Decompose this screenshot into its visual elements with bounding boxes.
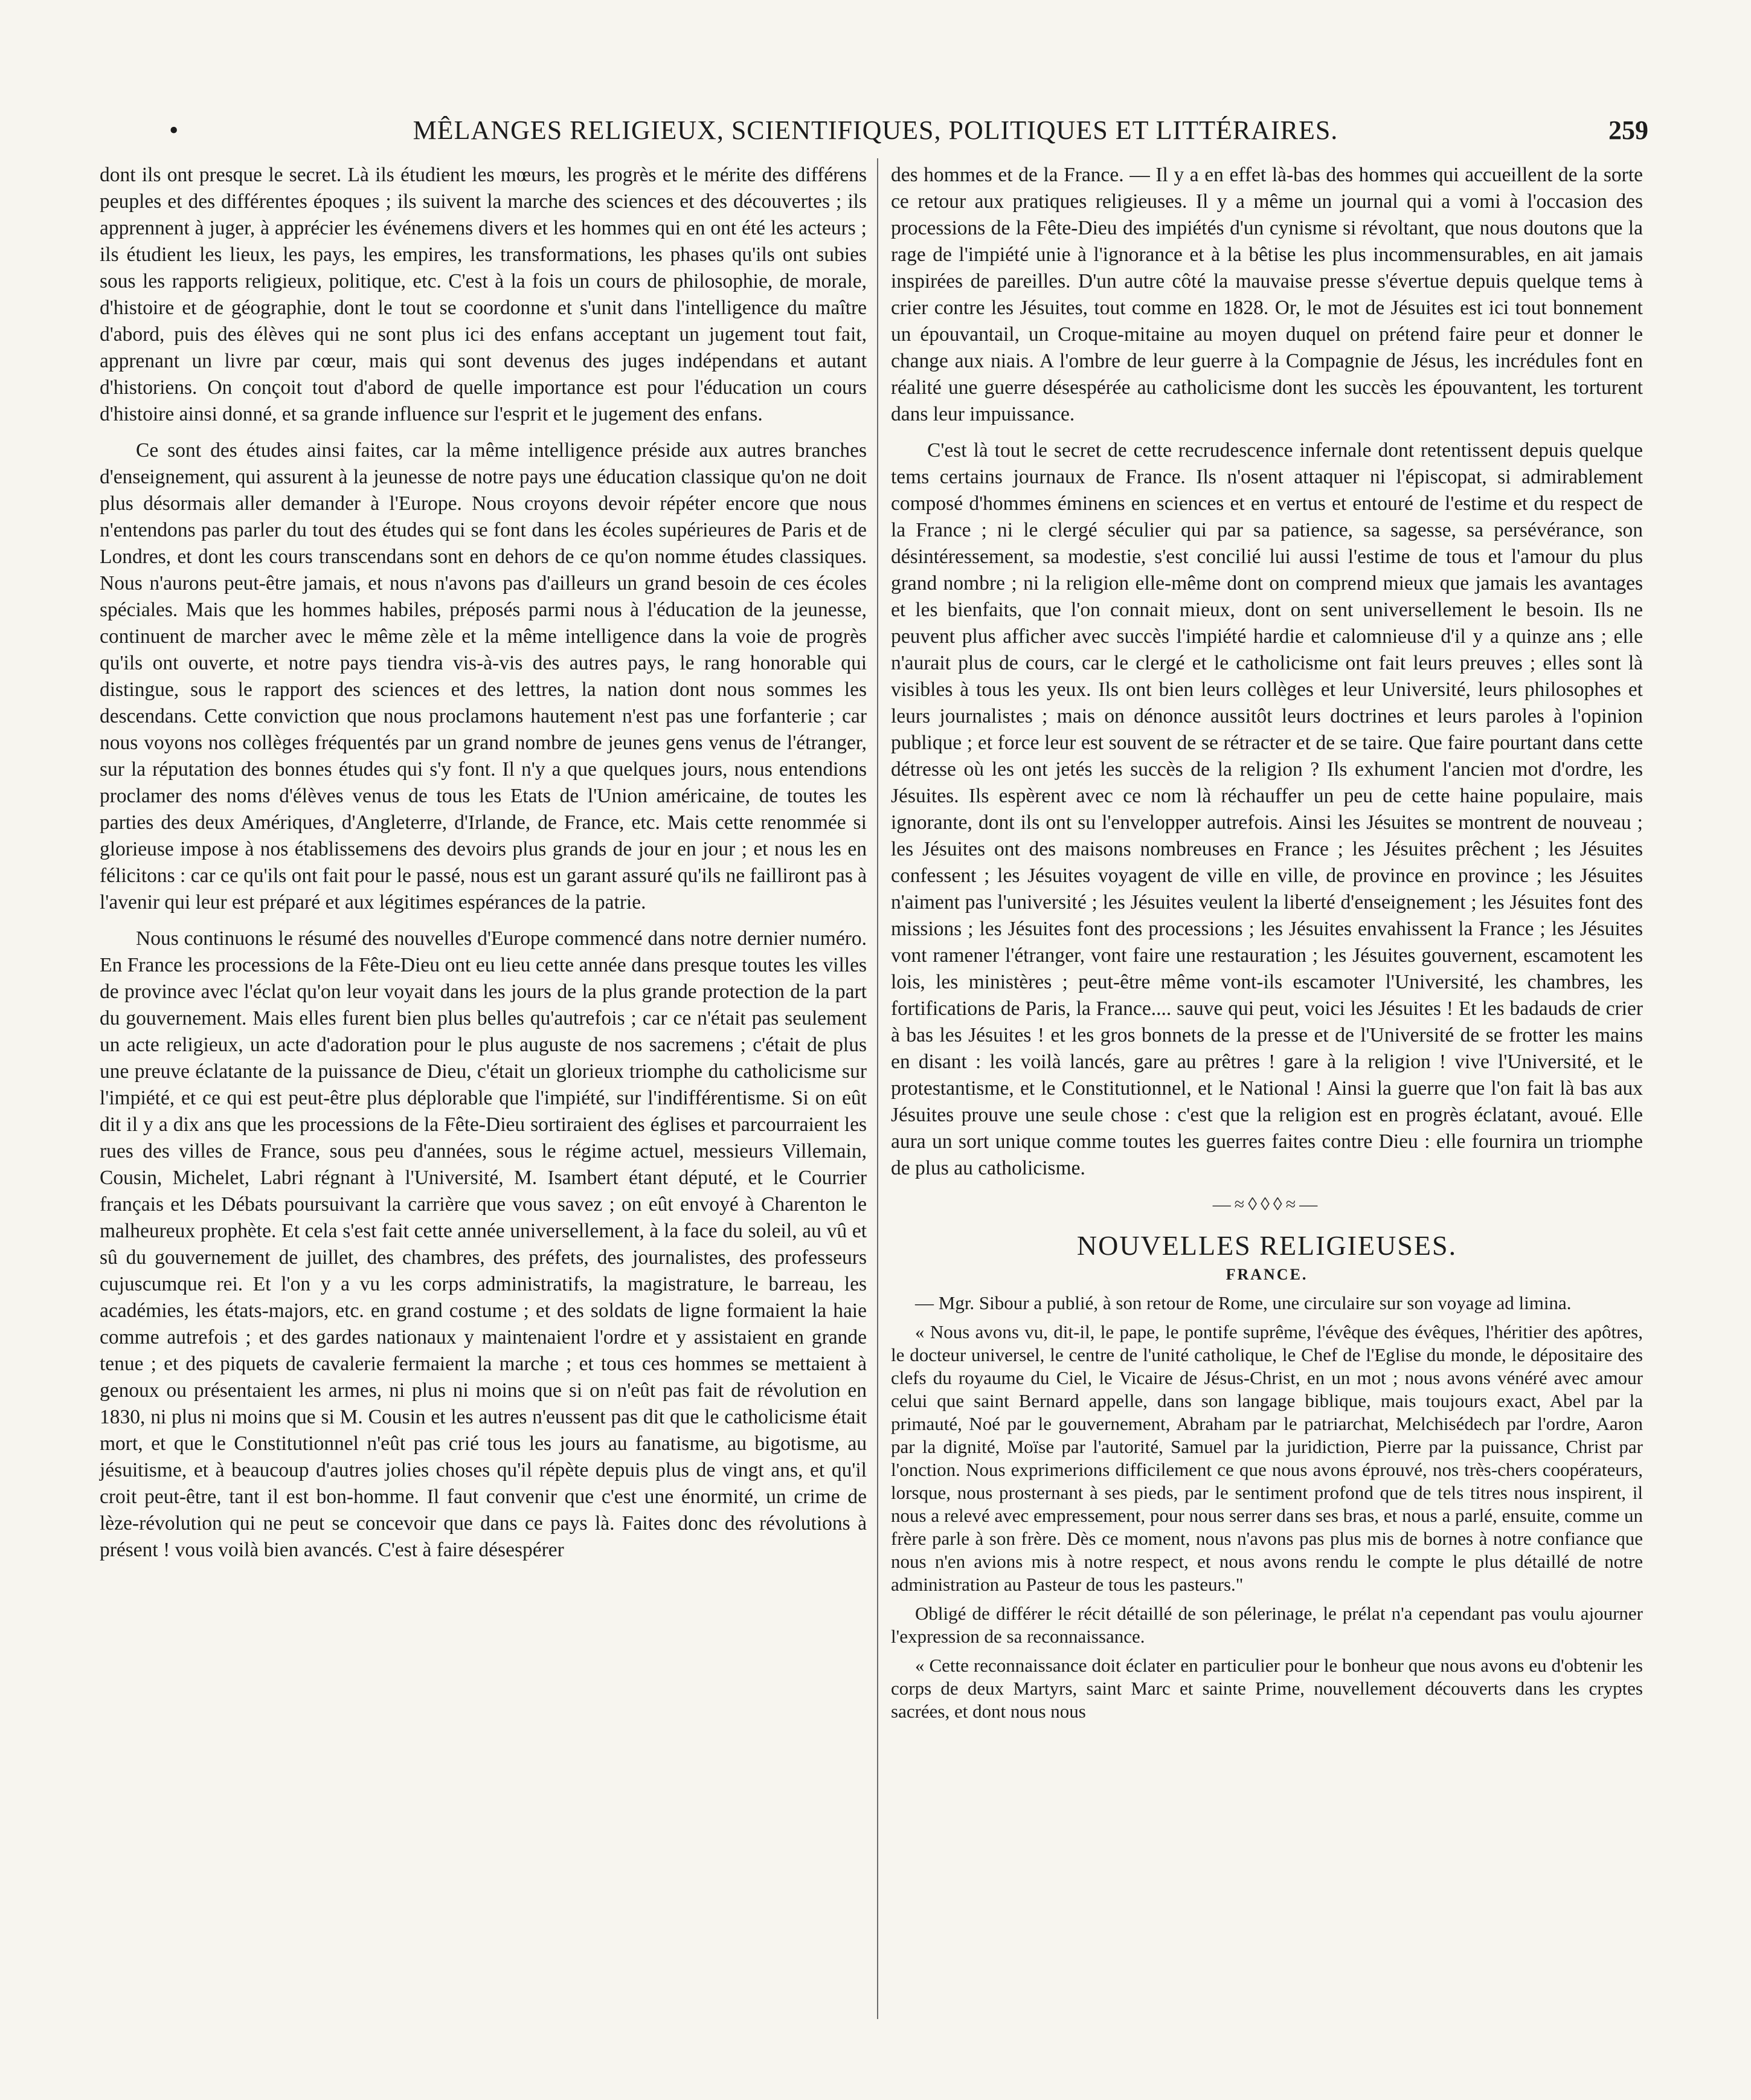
running-title: MÊLANGES RELIGIEUX, SCIENTIFIQUES, POLITIQUES ET LITTÉRAIRES.: [413, 115, 1338, 145]
right-column: [891, 162, 1643, 1729]
column-rule: [877, 158, 878, 2019]
paragraph: Nous continuons le résumé des nouvelles d'Europe commencé dans notre dernier numéro. En France les processions de la Fête-Dieu ont eu lieu cette année dans presque toutes les villes de province avec l'éclat qu'on leur voyait dans les jours de la plus grande protection de la part du gouvernement. Mais elles furent bien plus belles qu'autrefois ; car ce n'était pas seulement un acte religieux, un acte d'adoration pour le plus auguste de nos sacremens ; c'était de plus une preuve éclatante de la puissance de Dieu, c'était un glorieux triomphe du catholicisme sur l'impiété, et ce qui est peut-être plus déplorable que l'impiété, sur l'indifférentisme. Si on eût dit il y a dix ans que les processions de la Fête-Dieu sortiraient des églises et parcourraient les rues des villes de France, sous peu d'années, sous le régime actuel, messieurs Villemain, Cousin, Michelet, Labri régnant à l'Université, M. Isambert étant député, et le Courrier français et les Débats poursuivant la carrière que vous savez ; on eût envoyé à Charenton le malheureux prophète. Et cela s'est fait cette année universellement, à la face du soleil, au vû et sû du gouvernement de juillet, des chambres, des préfets, des journalistes, des professeurs cujuscumque rei. Et l'on y a vu les corps administratifs, la magistrature, le barreau, les académies, les états-majors, etc. en grand costume ; et des soldats de ligne formaient la haie comme autrefois ; et des gardes nationaux y maintenaient l'ordre et y assistaient en grande tenue ; et des piquets de cavalerie fermaient la marche ; et tous ces hommes se mettaient à genoux ou présentaient les armes, ni plus ni moins que si on n'eût pas fait de révolution en 1830, ni plus ni moins que si M. Cousin et les autres n'eussent pas dit que le catholicisme était mort, et que le Constitutionnel n'eût pas crié tous les jours au fanatisme, au bigotisme, au jésuitisme, et à beaucoup d'autres jolies choses qu'il répète depuis plus de vingt ans, et qu'il croit peut-être, tant il est bon-homme. Il faut convenir que c'est une énormité, un crime de lèze-révolution qui ne peut se concevoir que dans ce pays là. Faites donc des révolutions à présent ! vous voilà bien avancés. C'est à faire désespérer: [100, 927, 867, 1561]
paragraph: des hommes et de la France. — Il y a en effet là-bas des hommes qui accueillent de la sorte ce retour aux pratiques religieuses. Il y a même un journal qui a vomi à l'occasion des processions de la Fête-Dieu des impiétés d'un cynisme si révoltant, que nous doutons que la rage de l'impiété unie à l'ignorance et à la bêtise les plus incommensurables, en ait jamais inspirées de pareilles. D'un autre côté la mauvaise presse s'évertue depuis quelque tems à crier contre les Jésuites, tout comme en 1828. Or, le mot de Jésuites est ici tout bonnement un épouvantail, un Croque-mitaine au moyen duquel on prétend faire peur et donner le change aux niais. A l'ombre de leur guerre à la Compagnie de Jésus, les incrédules font en réalité une guerre désespérée au catholicisme dont les succès les épouvantent, les torturent dans leur impuissance.: [891, 164, 1643, 425]
paragraph: — Mgr. Sibour a publié, à son retour de Rome, une circulaire sur son voyage ad limina.: [915, 1292, 1572, 1313]
paragraph: Ce sont des études ainsi faites, car la même intelligence préside aux autres branches d'enseignement, qui assurent à la jeunesse de notre pays une éducation classique qu'on ne doit plus désormais aller demander à l'Europe. Nous croyons devoir répéter encore que nous n'entendons pas parler du tout des études qui se font dans les écoles supérieures de Paris et de Londres, et dont les cours transcendans sont en dehors de ce qu'on nomme études classiques. Nous n'aurons peut-être jamais, et nous n'avons pas d'ailleurs un grand besoin de ces écoles spéciales. Mais que les hommes habiles, préposés parmi nous à l'éducation de la jeunesse, continuent de marcher avec le même zèle et la même intelligence dans la voie de progrès qu'ils ont ouverte, et notre pays tiendra vis-à-vis des autres pays, le rang honorable qui distingue, sous le rapport des sciences et des lettres, la nation dont nous sommes les descendans. Cette conviction que nous proclamons hautement n'est pas une forfanterie ; car nous voyons nos collèges fréquentés par un grand nombre de jeunes gens venus de l'étranger, sur la réputation des bonnes études qui s'y font. Il n'y a que quelques jours, nous entendions proclamer des noms d'élèves venus de tous les Etats de l'Union américaine, de toutes les parties des deux Amériques, d'Angleterre, d'Irlande, de France, etc. Mais cette renommée si glorieuse impose à nos établissemens des devoirs plus grands de jour en jour ; et nous les en félicitons : car ce qu'ils ont fait pour le passé, nous est un garant assuré qu'ils ne failliront pas à l'avenir qui leur est préparé et aux légitimes espérances de la patrie.: [100, 439, 867, 913]
section-title: NOUVELLES RELIGIEUSES.: [1076, 1230, 1457, 1261]
paragraph: Obligé de différer le récit détaillé de son pélerinage, le prélat n'a cependant pas voulu ajourner l'expression de sa reconnaissance.: [891, 1603, 1643, 1647]
paragraph: « Nous avons vu, dit-il, le pape, le pontife suprême, l'évêque des évêques, l'héritier des apôtres, le docteur universel, le centre de l'unité catholique, le Chef de l'Eglise du monde, le dépositaire des clefs du royaume du Ciel, le Vicaire de Jésus-Christ, en un mot ; nous avons vénéré avec amour celui que saint Bernard appelle, dans son langage biblique, mais toujours exact, Abel par la primauté, Noé par le gouvernement, Abraham par le patriarchat, Melchisédech par l'ordre, Aaron par la dignité, Moïse par l'autorité, Samuel par la juridiction, Pierre par la puissance, Christ par l'onction. Nous exprimerions difficilement ce que nous avons éprouvé, nos très-chers coopérateurs, lorsque, nous prosternant à ses pieds, par le sentiment profond que de tels titres nous inspirent, il nous a relevé avec empressement, pour nous serrer dans ses bras, et nous a parlé, ensuite, comme un frère parle à son frère. Dès ce moment, nous n'avons pas plus mis de bornes à notre confiance que nous n'en avions mis à notre respect, et nous avons rendu le compte le plus détaillé de notre administration au Pasteur de tous les pasteurs.": [891, 1321, 1643, 1595]
paragraph: C'est là tout le secret de cette recrudescence infernale dont retentissent depuis quelque tems certains journaux de France. Ils n'osent attaquer ni l'épiscopat, si admirablement composé d'hommes éminens en sciences et en vertus et entouré de l'estime et du respect de la France ; ni le clergé séculier qui par sa patience, sa sagesse, sa persévérance, son désintéressement, sa modestie, s'est concilié lui aussi l'estime de tous et l'amour du plus grand nombre ; ni la religion elle-même dont on comprend mieux que jamais les avantages et les bienfaits, que l'on connait mieux, dont on sent universellement le besoin. Ils ne peuvent plus afficher avec succès l'impiété hardie et calomnieuse d'il y a quinze ans ; elle n'aurait plus de cours, car le clergé et le catholicisme ont fait leurs preuves ; elles sont là visibles à tous les yeux. Ils ont bien leurs collèges et leur Université, leurs philosophes et leurs journalistes ; mais on dénonce aussitôt leurs doctrines et leurs paroles à l'opinion publique ; et force leur est souvent de se rétracter et de se taire. Que faire pourtant dans cette détresse où les ont jetés les succès de la religion ? Ils exhument l'ancien mot d'ordre, les Jésuites. Ils espèrent avec ce nom là réchauffer un peu de cette haine populaire, mais ignorante, dont ils ont su l'envelopper autrefois. Ainsi les Jésuites se montrent de nouveau ; les Jésuites ont des maisons nombreuses en France ; les Jésuites prêchent ; les Jésuites confessent ; les Jésuites voyagent de ville en ville, de province en province ; les Jésuites n'aiment pas l'université ; les Jésuites veulent la liberté d'enseignement ; les Jésuites font des missions ; les Jésuites font des processions ; les Jésuites envahissent la France ; les Jésuites vont ramener l'étranger, vont faire une restauration ; les Jésuites gouvernent, escamotent les lois, les ministères ; peut-être même vont-ils escamoter l'Université, les chambres, les fortifications de Paris, la France.... sauve qui peut, voici les Jésuites ! Et les badauds de crier à bas les Jésuites ! et les gros bonnets de la presse et de l'Université de se frotter les mains en disant : les voilà lancés, gare au prêtres ! gare à la religion ! vive l'Université, et le protestantisme, et le Constitutionnel, et le National ! Ainsi la guerre que l'on fait là bas aux Jésuites prouve une seule chose : c'est que la religion est en progrès éclatant, avoué. Elle aura un sort unique comme toutes les guerres faites contre Dieu : elle fournira un triomphe de plus au catholicisme.: [891, 439, 1643, 1179]
section-subtitle: FRANCE.: [1226, 1266, 1308, 1283]
header-dot: •: [169, 115, 179, 145]
ornament-divider: —≈◊◊◊≈—: [1212, 1194, 1322, 1214]
page-number: 259: [1608, 115, 1648, 145]
paragraph: dont ils ont presque le secret. Là ils étudient les mœurs, les progrès et le mérite des différens peuples et des différentes époques ; ils suivent la marche des sciences et des découvertes ; ils apprennent à juger, à apprécier les événemens divers et les hommes qui en ont été les acteurs ; ils étudient les lieux, les pays, les empires, les transformations, les phases qu'ils ont subies sous les rapports religieux, politique, etc. C'est à la fois un cours de philosophie, de morale, d'histoire et de géographie, dont le tout se coordonne et s'unit dans l'intelligence du maître d'abord, puis des élèves qui ne sont plus ici des enfans acceptant un jugement tout fait, apprenant un livre par cœur, mais qui sont devenus des juges indépendans et autant d'historiens. On conçoit tout d'abord de quelle importance est pour l'éducation un cours d'histoire ainsi donné, et sa grande influence sur l'esprit et le jugement des enfans.: [100, 164, 867, 425]
news-section: [891, 1292, 1643, 1723]
left-column: [100, 162, 867, 1573]
paragraph: « Cette reconnaissance doit éclater en particulier pour le bonheur que nous avons eu d'obtenir les corps de deux Martyrs, saint Marc et sainte Prime, nouvellement découverts dans les cryptes sacrées, et dont nous nous: [891, 1655, 1643, 1722]
running-header: [91, 115, 1660, 157]
